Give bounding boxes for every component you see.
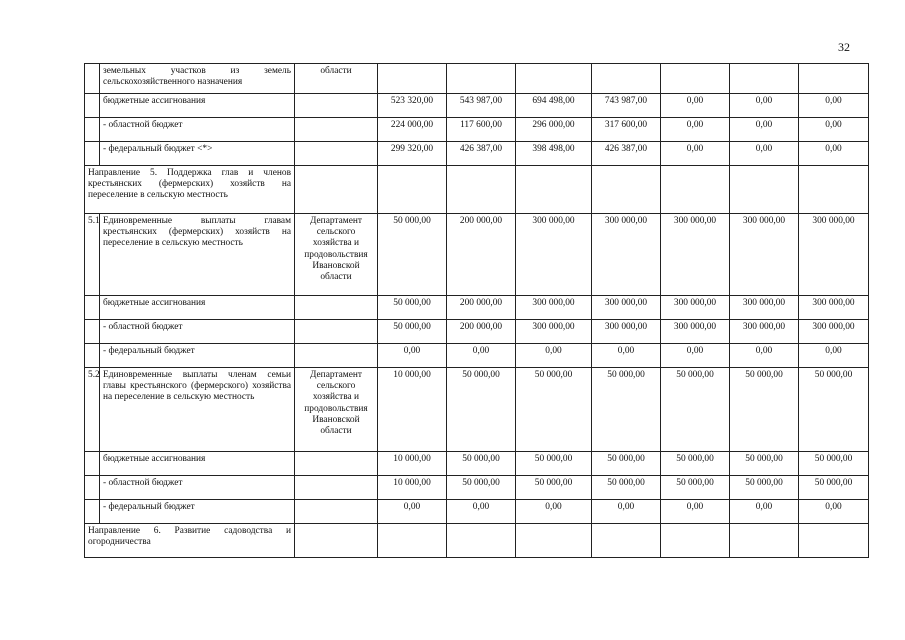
amount-cell: 10 000,00 (378, 452, 447, 476)
item-number (85, 500, 100, 524)
item-number (85, 118, 100, 142)
item-description: - федеральный бюджет (100, 344, 295, 368)
table-row (85, 142, 869, 166)
amount-cell: 300 000,00 (661, 320, 730, 344)
amount-cell: 50 000,00 (730, 476, 799, 500)
amount-cell: 50 000,00 (378, 214, 447, 296)
amount-cell: 300 000,00 (516, 214, 592, 296)
item-description: - областной бюджет (100, 476, 295, 500)
amount-cell: 0,00 (516, 500, 592, 524)
item-description: - федеральный бюджет <*> (100, 142, 295, 166)
item-number (85, 476, 100, 500)
amount-cell: 300 000,00 (661, 214, 730, 296)
amount-cell: 10 000,00 (378, 476, 447, 500)
amount-cell (516, 64, 592, 94)
amount-cell: 117 600,00 (447, 118, 516, 142)
table-row (85, 476, 869, 500)
table-row (85, 452, 869, 476)
executor-cell (295, 320, 378, 344)
amount-cell: 200 000,00 (447, 320, 516, 344)
amount-cell: 50 000,00 (592, 368, 661, 452)
amount-cell (661, 166, 730, 214)
amount-cell: 300 000,00 (592, 320, 661, 344)
table-row (85, 344, 869, 368)
amount-cell: 0,00 (661, 500, 730, 524)
amount-cell: 0,00 (661, 94, 730, 118)
amount-cell (730, 166, 799, 214)
amount-cell: 398 498,00 (516, 142, 592, 166)
executor-cell: Департамент сельского хозяйства и продовольствия Ивановской области (295, 214, 378, 296)
table-row (85, 500, 869, 524)
item-description: - областной бюджет (100, 320, 295, 344)
amount-cell: 523 320,00 (378, 94, 447, 118)
amount-cell: 10 000,00 (378, 368, 447, 452)
amount-cell: 50 000,00 (447, 368, 516, 452)
amount-cell: 0,00 (447, 344, 516, 368)
item-number: 5.1 (85, 214, 100, 296)
amount-cell (378, 524, 447, 558)
item-description: земельных участков из земель сельскохозяйственного назначения (100, 64, 295, 94)
amount-cell (799, 166, 869, 214)
amount-cell: 0,00 (799, 94, 869, 118)
amount-cell: 0,00 (592, 344, 661, 368)
page-number: 32 (838, 40, 850, 54)
table-row (85, 166, 869, 214)
table-row (85, 118, 869, 142)
item-number (85, 64, 100, 94)
executor-cell (295, 476, 378, 500)
executor-cell (295, 94, 378, 118)
amount-cell: 426 387,00 (447, 142, 516, 166)
amount-cell: 0,00 (592, 500, 661, 524)
amount-cell (661, 64, 730, 94)
amount-cell: 50 000,00 (661, 476, 730, 500)
amount-cell: 0,00 (799, 344, 869, 368)
amount-cell: 0,00 (799, 500, 869, 524)
amount-cell (447, 524, 516, 558)
amount-cell: 300 000,00 (661, 296, 730, 320)
amount-cell: 543 987,00 (447, 94, 516, 118)
amount-cell: 743 987,00 (592, 94, 661, 118)
item-number (85, 320, 100, 344)
amount-cell: 300 000,00 (799, 214, 869, 296)
executor-cell (295, 524, 378, 558)
table-row (85, 524, 869, 558)
amount-cell: 50 000,00 (661, 368, 730, 452)
item-description: бюджетные ассигнования (100, 452, 295, 476)
amount-cell: 50 000,00 (378, 320, 447, 344)
item-description: бюджетные ассигнования (100, 296, 295, 320)
executor-cell (295, 344, 378, 368)
amount-cell: 299 320,00 (378, 142, 447, 166)
amount-cell (516, 524, 592, 558)
table-row (85, 296, 869, 320)
amount-cell (592, 166, 661, 214)
amount-cell: 694 498,00 (516, 94, 592, 118)
amount-cell (516, 166, 592, 214)
item-description: - областной бюджет (100, 118, 295, 142)
amount-cell: 0,00 (661, 142, 730, 166)
executor-cell (295, 118, 378, 142)
amount-cell: 300 000,00 (730, 320, 799, 344)
executor-cell: области (295, 64, 378, 94)
amount-cell: 0,00 (799, 142, 869, 166)
amount-cell: 0,00 (378, 344, 447, 368)
executor-cell (295, 296, 378, 320)
amount-cell: 50 000,00 (516, 476, 592, 500)
amount-cell (447, 64, 516, 94)
amount-cell: 0,00 (799, 118, 869, 142)
direction-title: Направление 6. Развитие садоводства и огородничества (85, 524, 295, 558)
item-description: бюджетные ассигнования (100, 94, 295, 118)
amount-cell: 224 000,00 (378, 118, 447, 142)
amount-cell: 300 000,00 (799, 320, 869, 344)
amount-cell: 200 000,00 (447, 296, 516, 320)
amount-cell (447, 166, 516, 214)
amount-cell: 50 000,00 (730, 452, 799, 476)
amount-cell (592, 64, 661, 94)
amount-cell: 200 000,00 (447, 214, 516, 296)
item-number (85, 344, 100, 368)
item-number (85, 94, 100, 118)
table-row (85, 94, 869, 118)
amount-cell (730, 524, 799, 558)
item-number: 5.2 (85, 368, 100, 452)
amount-cell: 0,00 (730, 118, 799, 142)
amount-cell: 300 000,00 (799, 296, 869, 320)
table-row (85, 320, 869, 344)
amount-cell (378, 64, 447, 94)
executor-cell: Департамент сельского хозяйства и продовольствия Ивановской области (295, 368, 378, 452)
executor-cell (295, 166, 378, 214)
amount-cell: 0,00 (730, 94, 799, 118)
amount-cell (661, 524, 730, 558)
executor-cell (295, 452, 378, 476)
amount-cell: 0,00 (730, 142, 799, 166)
amount-cell: 426 387,00 (592, 142, 661, 166)
executor-cell (295, 142, 378, 166)
amount-cell: 300 000,00 (516, 320, 592, 344)
amount-cell: 300 000,00 (730, 296, 799, 320)
amount-cell: 50 000,00 (799, 452, 869, 476)
item-description: Единовременные выплаты членам семьи главы крестьянского (фермерского) хозяйства на переселение в сельскую местность (100, 368, 295, 452)
amount-cell: 300 000,00 (730, 214, 799, 296)
amount-cell: 50 000,00 (592, 452, 661, 476)
amount-cell: 50 000,00 (447, 476, 516, 500)
amount-cell: 0,00 (516, 344, 592, 368)
amount-cell: 0,00 (447, 500, 516, 524)
amount-cell: 317 600,00 (592, 118, 661, 142)
item-number (85, 452, 100, 476)
amount-cell: 300 000,00 (516, 296, 592, 320)
direction-title: Направление 5. Поддержка глав и членов крестьянских (фермерских) хозяйств на переселение в сельскую местность (85, 166, 295, 214)
table-row (85, 214, 869, 296)
amount-cell: 0,00 (730, 344, 799, 368)
amount-cell (799, 64, 869, 94)
table-row (85, 64, 869, 94)
amount-cell: 0,00 (661, 344, 730, 368)
amount-cell: 50 000,00 (661, 452, 730, 476)
amount-cell (799, 524, 869, 558)
amount-cell: 50 000,00 (799, 368, 869, 452)
amount-cell (378, 166, 447, 214)
amount-cell: 0,00 (661, 118, 730, 142)
table-row (85, 368, 869, 452)
amount-cell: 50 000,00 (516, 452, 592, 476)
amount-cell: 50 000,00 (730, 368, 799, 452)
item-number (85, 296, 100, 320)
amount-cell: 50 000,00 (378, 296, 447, 320)
amount-cell: 50 000,00 (592, 476, 661, 500)
item-description: - федеральный бюджет (100, 500, 295, 524)
amount-cell: 50 000,00 (516, 368, 592, 452)
item-description: Единовременные выплаты главам крестьянских (фермерских) хозяйств на переселение в сельскую местность (100, 214, 295, 296)
amount-cell: 296 000,00 (516, 118, 592, 142)
amount-cell: 300 000,00 (592, 296, 661, 320)
amount-cell: 50 000,00 (799, 476, 869, 500)
amount-cell: 300 000,00 (592, 214, 661, 296)
amount-cell: 50 000,00 (447, 452, 516, 476)
item-number (85, 142, 100, 166)
budget-table (84, 63, 869, 558)
amount-cell (592, 524, 661, 558)
amount-cell: 0,00 (730, 500, 799, 524)
amount-cell (730, 64, 799, 94)
executor-cell (295, 500, 378, 524)
amount-cell: 0,00 (378, 500, 447, 524)
